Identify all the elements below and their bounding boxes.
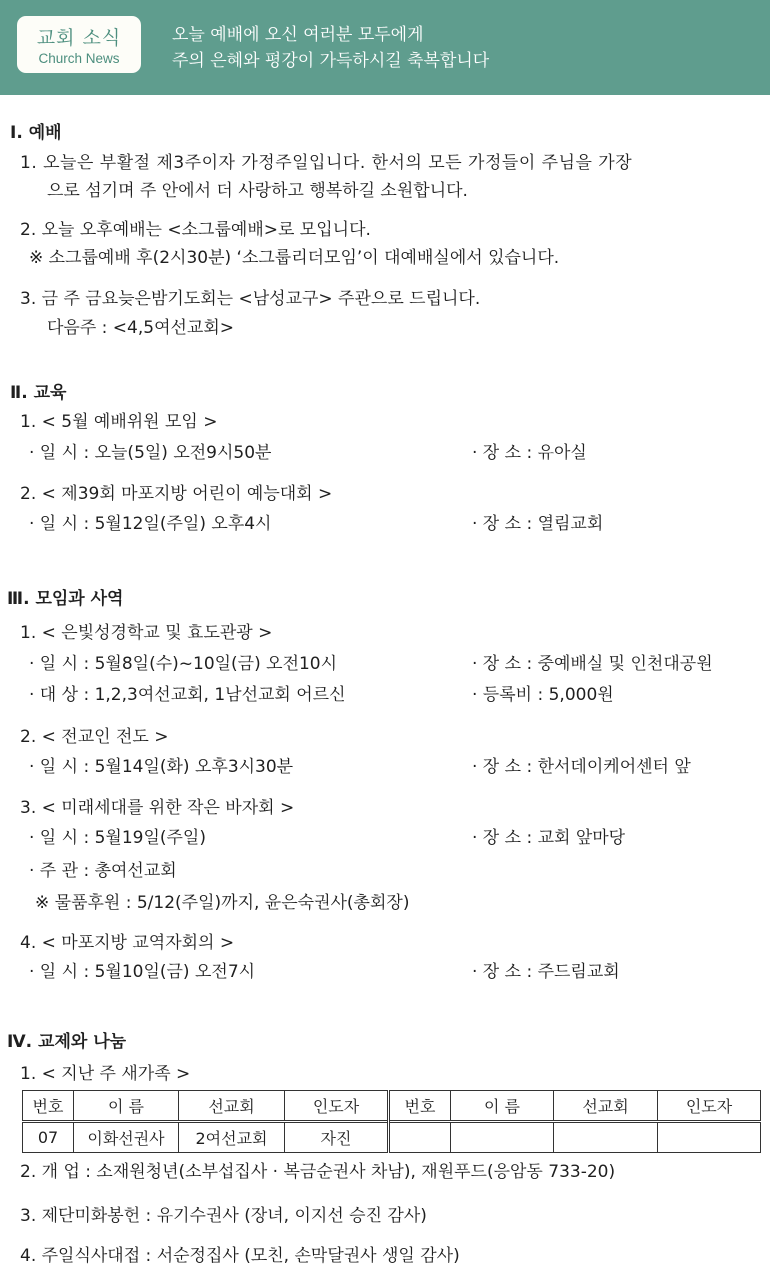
ministry-item-1: 1. < 은빛성경학교 및 효도관광 > [20, 623, 273, 643]
fellowship-item-4: 4. 주일식사대접 : 서순정집사 (모친, 손막달권사 생일 감사) [20, 1246, 460, 1266]
ministry-item-3-host: · 주 관 : 총여선교회 [29, 861, 177, 881]
section-education-title: Ⅱ. 교육 [10, 383, 67, 403]
ministry-item-2: 2. < 전교인 전도 > [20, 727, 169, 747]
ministry-item-3-note: ※ 물품후원 : 5/12(주일)까지, 윤은숙권사(총회장) [35, 893, 410, 913]
table-row [23, 1122, 761, 1153]
table-header-cell: 이 름 [451, 1091, 554, 1122]
ministry-item-1-place: · 장 소 : 중예배실 및 인천대공원 [472, 654, 713, 674]
badge-title-english: Church News [38, 51, 120, 66]
table-cell: 자진 [285, 1122, 389, 1153]
table-header-cell: 번호 [23, 1091, 74, 1122]
ministry-item-4-place: · 장 소 : 주드림교회 [472, 962, 620, 982]
education-item-1-time: · 일 시 : 오늘(5일) 오전9시50분 [29, 443, 272, 463]
worship-item-1-line-1: 1. 오늘은 부활절 제3주이자 가정주일입니다. 한서의 모든 가정들이 주님을 가장 [20, 153, 633, 173]
education-item-2-time: · 일 시 : 5월12일(주일) 오후4시 [29, 514, 272, 534]
education-item-2-place: · 장 소 : 열림교회 [472, 514, 604, 534]
ministry-item-2-place: · 장 소 : 한서데이케어센터 앞 [472, 757, 691, 777]
fellowship-item-3: 3. 제단미화봉헌 : 유기수권사 (장녀, 이지선 승진 감사) [20, 1206, 427, 1226]
church-news-header [0, 0, 770, 95]
table-header-cell: 번호 [389, 1091, 451, 1122]
greeting-line-1: 오늘 예배에 오신 여러분 모두에게 [172, 25, 424, 45]
worship-item-1-line-2: 으로 섬기며 주 안에서 더 사랑하고 행복하길 소원합니다. [47, 181, 468, 201]
table-cell: 07 [23, 1122, 74, 1153]
worship-item-2-note: ※ 소그룹예배 후(2시30분) ‘소그룹리더모임’이 대예배실에서 있습니다. [29, 248, 560, 268]
ministry-item-4: 4. < 마포지방 교역자회의 > [20, 933, 235, 953]
ministry-item-1-target: · 대 상 : 1,2,3여선교회, 1남선교회 어르신 [29, 685, 346, 705]
section-fellowship-title: Ⅳ. 교제와 나눔 [7, 1032, 127, 1052]
table-header-cell: 선교회 [179, 1091, 285, 1122]
church-news-badge [17, 16, 141, 73]
new-family-table [22, 1090, 761, 1153]
ministry-item-1-time: · 일 시 : 5월8일(수)~10일(금) 오전10시 [29, 654, 338, 674]
education-item-1-place: · 장 소 : 유아실 [472, 443, 587, 463]
section-ministry-title: Ⅲ. 모임과 사역 [7, 589, 124, 609]
table-header-cell: 선교회 [554, 1091, 658, 1122]
table-cell [658, 1122, 761, 1153]
table-cell [389, 1122, 451, 1153]
table-cell: 이화선권사 [74, 1122, 179, 1153]
table-cell [554, 1122, 658, 1153]
worship-item-2-line-1: 2. 오늘 오후예배는 <소그룹예배>로 모입니다. [20, 220, 371, 240]
greeting-line-2: 주의 은혜와 평강이 가득하시길 축복합니다 [172, 51, 490, 71]
table-cell [451, 1122, 554, 1153]
ministry-item-3: 3. < 미래세대를 위한 작은 바자회 > [20, 798, 295, 818]
table-header-cell: 인도자 [658, 1091, 761, 1122]
section-worship-title: Ⅰ. 예배 [10, 123, 62, 143]
worship-item-3-line-1: 3. 금 주 금요늦은밤기도회는 <남성교구> 주관으로 드립니다. [20, 289, 481, 309]
ministry-item-2-time: · 일 시 : 5월14일(화) 오후3시30분 [29, 757, 294, 777]
education-item-2: 2. < 제39회 마포지방 어린이 예능대회 > [20, 484, 333, 504]
ministry-item-3-time: · 일 시 : 5월19일(주일) [29, 828, 206, 848]
table-header-cell: 인도자 [285, 1091, 389, 1122]
education-item-1: 1. < 5월 예배위원 모임 > [20, 412, 218, 432]
fellowship-item-2: 2. 개 업 : 소재원청년(소부섭집사 · 복금순권사 차남), 재원푸드(응암동 733-20) [20, 1162, 616, 1182]
ministry-item-3-place: · 장 소 : 교회 앞마당 [472, 828, 626, 848]
table-header-cell: 이 름 [74, 1091, 179, 1122]
ministry-item-1-fee: · 등록비 : 5,000원 [472, 685, 614, 705]
worship-item-3-line-2: 다음주 : <4,5여선교회> [47, 318, 235, 338]
table-header-row [23, 1091, 761, 1122]
ministry-item-4-time: · 일 시 : 5월10일(금) 오전7시 [29, 962, 256, 982]
table-cell: 2여선교회 [179, 1122, 285, 1153]
badge-title-korean: 교회 소식 [36, 27, 122, 49]
fellowship-item-1: 1. < 지난 주 새가족 > [20, 1064, 191, 1084]
